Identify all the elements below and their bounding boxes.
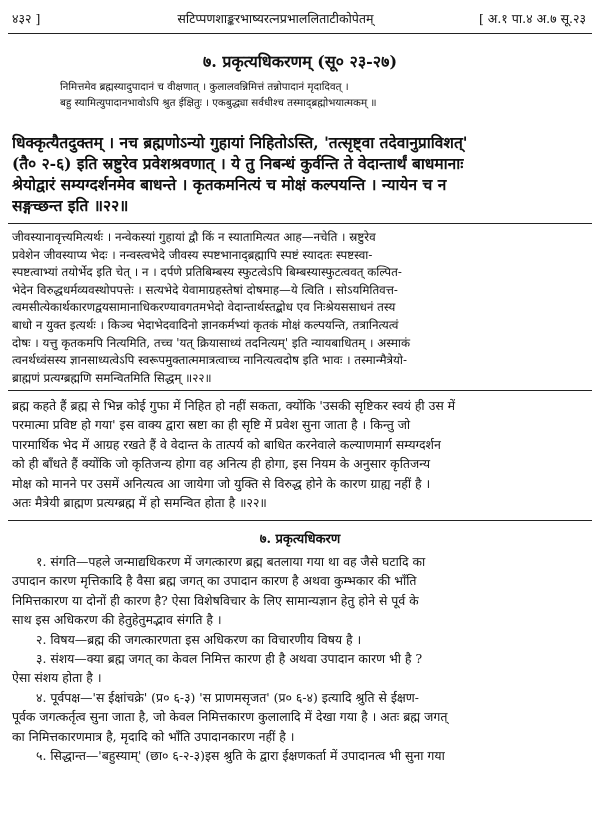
hindi-line: ब्रह्म कहते हैं ब्रह्म से भिन्न कोई गुफा में निहित हो नहीं सकता, क्योंकि 'उसकी सृष्टिकर स्वयं ही उस में [12, 398, 456, 413]
commentary-line: प्रवेशेन जीवस्याप्य भेदः । नन्वस्त्वभेदे जीवस्य स्पष्टभानाद्ब्रह्मापि स्पष्टं स्यादतः स्पष्टस्वा- [12, 247, 373, 262]
commentary-line: त्वनर्थध्वंसस्य ज्ञानसाध्यत्वेऽपि स्वरूपमुक्तात्ममात्रत्वाच्च नानित्यत्वदोष इति भावः । तस्मान्मैत्रेयो- [12, 353, 407, 368]
running-title: सटिप्पणशाङ्करभाष्यरत्नप्रभाललिताटीकोपेतम् [177, 11, 374, 26]
bhashya-text [12, 132, 588, 216]
analysis-line: ३. संशय—क्या ब्रह्म जगत् का केवल निमित्त कारण ही है अथवा उपादान कारण भी है ? [36, 651, 423, 667]
chapter-reference: [ अ.१ पा.४ अ.७ सू.२३ [478, 11, 586, 26]
commentary-line: त्वमसीत्येकार्थकारणद्वयसामानाधिकरण्यावगतमभेदो वेदान्तार्थस्तद्बोध एव निःश्रेयससाधनं तस्य [12, 300, 396, 315]
header-rule [8, 33, 592, 34]
summary-verse [60, 80, 588, 112]
hindi-line: पारमार्थिक भेद में आग्रह रखते हैं वे वेदान्त के तात्पर्य को बाधित करनेवाले कल्याणमार्ग सम्यग्दर्शन [12, 436, 441, 452]
analysis-line: का निमित्तकारणमात्र है, मृदादि को भाँति उपादानकारण नहीं है । [12, 728, 295, 744]
summary-line: निमित्तमेव ब्रह्मस्यादुपादानं च वीक्षणात् । कुलालवन्निमित्तं तन्नोपादानं मृदादिवत् । [60, 81, 349, 93]
analysis-line: २. विषय—ब्रह्म की जगत्कारणता इस अधिकरण का विचारणीय विषय है । [36, 631, 362, 647]
hindi-line: को ही बाँधते हैं क्योंकि जो कृतिजन्य होगा वह अनित्य ही होगा, इस नियम के अनुसार कृतिजन्य [12, 456, 431, 472]
hindi-line: अतः मैत्रेयी ब्राह्मण प्रत्यग्ब्रह्म में हो समन्वित होता है ॥२२॥ [12, 495, 267, 511]
bhashya-line: (तै० २-६) इति स्रष्टुरेव प्रवेशश्रवणात् । ये तु निबन्धं कुर्वन्ति ते वेदान्तार्थं बाधमानाः [12, 154, 464, 173]
commentary-text [12, 229, 588, 387]
analysis-line: उपादान कारण मृत्तिकादि है वैसा ब्रह्म जगत् का उपादान कारण है अथवा कुम्भकार की भाँति [12, 573, 417, 589]
hindi-line: परमात्मा प्रविष्ट हो गया' इस वाक्य द्वारा स्रष्टा का ही सृष्टि में प्रवेश सुना जाता है । किन्तु जो [12, 417, 411, 433]
analysis-line: ऐसा संशय होता है । [12, 670, 102, 686]
commentary-line: बाधो न युक्त इत्यर्थः । किञ्च भेदाभेदवादिनो ज्ञानकर्मभ्यां कृतकं मोक्षं कल्पयन्ति, तत्रानित्यत्वं [12, 317, 399, 332]
divider-rule [8, 520, 592, 521]
summary-line: बहु स्यामित्युपादानभावोऽपि श्रुत ईक्षितुः । एकबुद्ध्या सर्वधीश्च तस्माद्ब्रह्मोभयात्मकम् ॥ [60, 96, 377, 109]
analysis-line: १. संगति—पहले जन्माद्यधिकरण में जगत्कारण ब्रह्म बतलाया गया था वह जैसे घटादि का [36, 554, 426, 569]
bhashya-line: सङ्गच्छन्त इति ॥२२॥ [12, 196, 129, 215]
divider-rule [8, 390, 592, 391]
commentary-line: भेदेन विरुद्धधर्मव्यवस्थोपपत्तेः । सत्यभेदे येवामाग्रहस्तेषां दोषमाह—ये त्विति । सोऽयमितिवत्त- [12, 282, 398, 297]
analysis-line: निमित्तकारण या दोनों ही कारण है? ऐसा विशेषविचार के लिए सामान्यज्ञान हेतु होने से पूर्व के [12, 592, 419, 608]
analysis-text [12, 552, 588, 765]
commentary-line: जीवस्यानावृत्त्यमित्यर्थः । नन्वेकस्यां गुहायां द्वौ किं न स्यातामित्यत आह—नचेति । स्रष्टुरेव [12, 230, 376, 244]
page-header [12, 10, 586, 32]
commentary-line: दोषः । यत्तु कृतकमपि नित्यमिति, तच्च 'यत् क्रियासाध्यं तदनित्यम्' इति न्यायबाधितम् । अस्माकं [12, 335, 411, 350]
bhashya-line: धिक्कृत्यैतदुक्तम् । नच ब्रह्मणोऽन्यो गुहायां निहितोऽस्ति, 'तत्सृष्ट्वा तदेवानुप्राविशत्' [12, 133, 468, 152]
divider-rule [8, 223, 592, 224]
analysis-line: ४. पूर्वपक्ष—'स ईक्षांचक्रे' (प्र० ६-३) 'स प्राणमसृजत' (प्र० ६-४) इत्यादि श्रुति से ईक्षण- [36, 689, 419, 705]
hindi-section-heading: ७. प्रकृत्यधिकरण [259, 532, 341, 547]
hindi-line: मोक्ष को मानने पर उसमें अनित्यत्व आ जायेगा जो युक्ति से विरुद्ध होने के कारण ग्राह्य नहीं है । [12, 475, 431, 491]
section-heading: ७. प्रकृत्यधिकरणम् (सू० २३-२७) [202, 52, 398, 71]
page-number: ४३२ ] [12, 11, 41, 26]
hindi-translation [12, 396, 588, 512]
commentary-line: स्पष्टत्वाभ्यां तयोर्भेद इति चेत् । न । दर्पणे प्रतिबिम्बस्य स्फुटत्वेऽपि बिम्बस्यास्फुटत्ववत् कल्पित- [12, 265, 402, 280]
commentary-line: ब्राह्मणं प्रत्यग्ब्रह्मणि समन्वितमिति सिद्धम् ॥२२॥ [12, 370, 212, 385]
analysis-line: ५. सिद्धान्त—'बहुस्याम्' (छा० ६-२-३)इस श्रुति के द्वारा ईक्षणकर्ता में उपादानत्व भी सुना गया [36, 748, 445, 764]
analysis-line: साथ इस अधिकरण की हेतुहेतुमद्भाव संगति है । [12, 612, 222, 628]
bhashya-line: श्रेयोद्वारं सम्यग्दर्शनमेव बाधन्ते । कृतकमनित्यं च मोक्षं कल्पयन्ति । न्यायेन च न [12, 175, 447, 194]
analysis-line: पूर्वक जगत्कर्तृत्व सुना जाता है, जो केवल निमित्तकारण कुलालादि में देखा गया है । अतः ब्रह्म जगत् [12, 709, 448, 725]
